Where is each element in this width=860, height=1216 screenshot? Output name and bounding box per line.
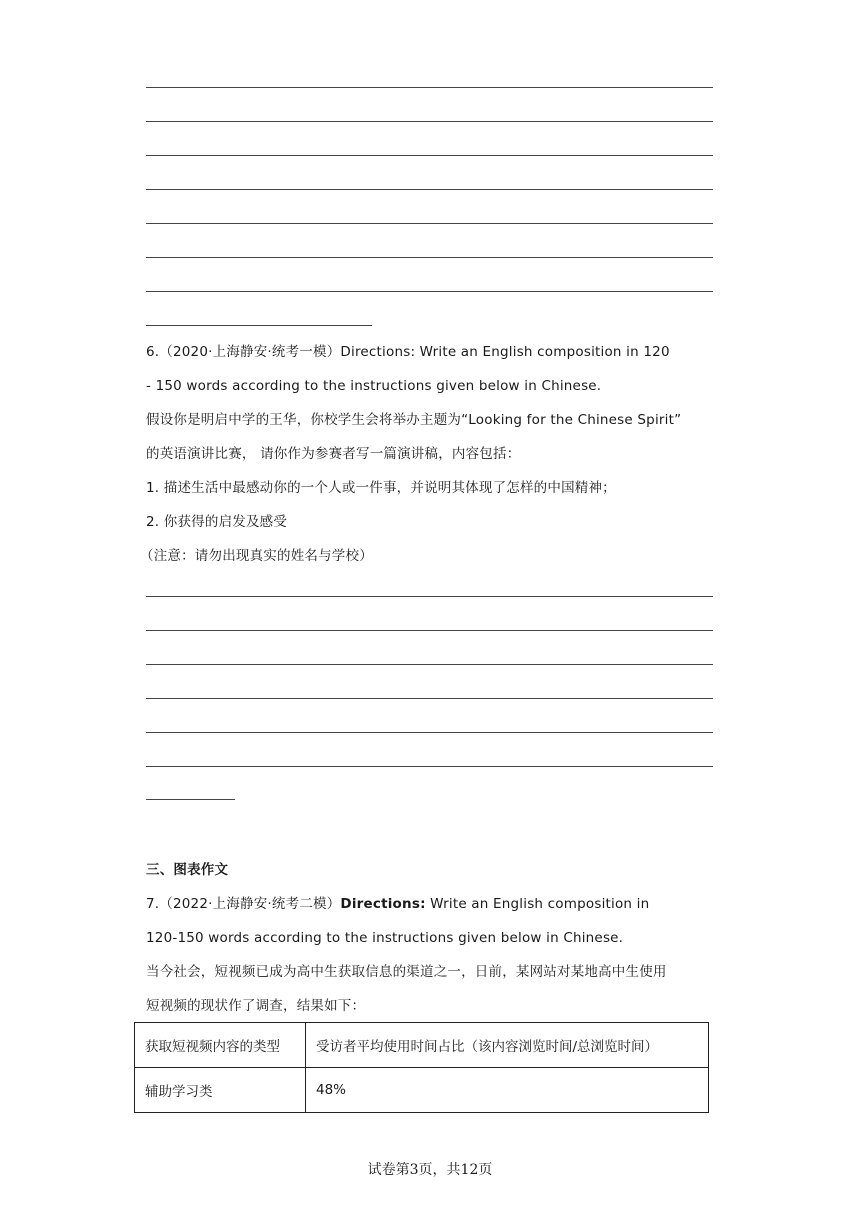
answer-line — [146, 189, 713, 190]
q7-directions-label: Directions: — [340, 896, 426, 912]
table-header-cell: 受访者平均使用时间占比（该内容浏览时间/总浏览时间） — [306, 1023, 709, 1068]
table-header-row — [135, 1023, 709, 1068]
q6-line-4: 的英语演讲比赛， 请你作为参赛者写一篇演讲稿，内容包括： — [146, 446, 521, 462]
answer-line — [146, 223, 713, 224]
q6-line-7: （注意：请勿出现真实的姓名与学校） — [140, 548, 373, 564]
q7-line-4: 短视频的现状作了调查，结果如下： — [146, 998, 366, 1014]
table-header-cell: 获取短视频内容的类型 — [135, 1023, 306, 1068]
answer-line — [146, 596, 713, 597]
answer-line — [146, 732, 713, 733]
q7-line-2: 120-150 words according to the instructions given below in Chinese. — [146, 930, 624, 946]
table-row — [135, 1068, 709, 1113]
q7-prefix: 7.（2022·上海静安·统考二模） — [146, 896, 341, 912]
answer-line — [146, 155, 713, 156]
q7-line-1-rest: Write an English composition in — [425, 896, 650, 912]
survey-table — [134, 1022, 709, 1113]
q6-line-1: 6.（2020·上海静安·统考一模）Directions: Write an English composition in 120 — [146, 344, 670, 360]
table-cell: 辅助学习类 — [135, 1068, 306, 1113]
answer-line — [146, 257, 713, 258]
answer-line — [146, 766, 713, 767]
answer-line — [146, 799, 235, 800]
answer-line — [146, 87, 713, 88]
q7-line-1 — [146, 894, 649, 914]
page-footer: 试卷第3页，共12页 — [367, 1162, 493, 1178]
q6-line-5: 1. 描述生活中最感动你的一个人或一件事，并说明其体现了怎样的中国精神； — [146, 480, 616, 496]
section-heading: 三、图表作文 — [146, 862, 229, 878]
q7-line-3: 当今社会，短视频已成为高中生获取信息的渠道之一，日前，某网站对某地高中生使用 — [146, 964, 667, 980]
answer-line — [146, 664, 713, 665]
answer-line — [146, 291, 713, 292]
q6-line-2: - 150 words according to the instructions given below in Chinese. — [146, 378, 602, 394]
q6-line-6: 2. 你获得的启发及感受 — [146, 514, 288, 530]
table-cell: 48% — [306, 1068, 709, 1113]
answer-line — [146, 630, 713, 631]
answer-line — [146, 325, 372, 326]
answer-line — [146, 121, 713, 122]
answer-line — [146, 698, 713, 699]
q6-line-3: 假设你是明启中学的王华，你校学生会将举办主题为“Looking for the Chinese Spirit” — [146, 412, 682, 428]
